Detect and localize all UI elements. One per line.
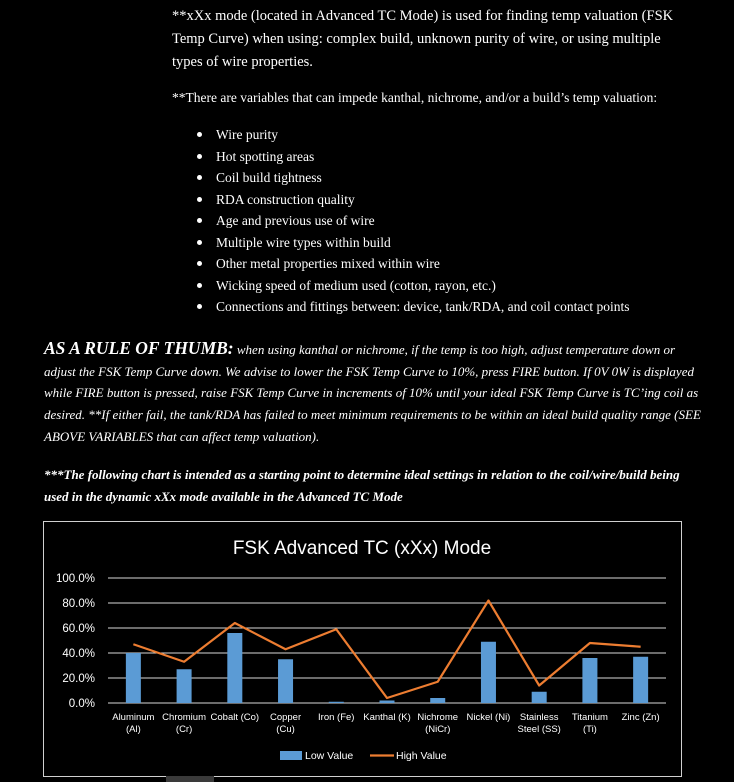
legend-label-high: High Value	[396, 750, 447, 762]
x-tick-label: Zinc (Zn)	[621, 712, 660, 723]
x-tick-label: (Ti)	[582, 724, 597, 735]
list-item: Hot spotting areas	[192, 146, 630, 168]
list-item: Connections and fittings between: device, tank/RDA, and coil contact points	[192, 296, 630, 318]
bar	[532, 692, 547, 703]
y-tick-label: 100.0%	[55, 573, 95, 585]
x-tick-label: (NiCr)	[425, 724, 451, 735]
list-item: RDA construction quality	[192, 189, 630, 211]
bar	[177, 669, 192, 703]
x-tick-label: Copper	[269, 712, 302, 723]
legend-label-low: Low Value	[305, 750, 354, 762]
x-tick-label: Kanthal (K)	[363, 712, 411, 723]
x-tick-label: (Al)	[125, 724, 141, 735]
intro-text	[172, 5, 692, 74]
rule-text: when using kanthal or nichrome, if the temp is too high, adjust temperature down or adjust the FSK Temp Curve down. We advise to lower the FSK Temp Curve to 10%, press FIRE button. If 0V 0W is displayed while FIRE button is pressed, raise FSK Temp Curve in increments of 10% until your ideal FSK Temp Curve is TC’ing coil as desired. **If either fail, the tank/RDA has failed to meet minimum requirements to be within an ideal build quality range (SEE ABOVE VARIABLES that can affect temp valuation).	[44, 342, 701, 444]
list-item: Age and previous use of wire	[192, 210, 630, 232]
rule-heading: AS A RULE OF THUMB:	[44, 338, 234, 358]
x-tick-label: Nichrome	[417, 712, 459, 723]
scrollbar-thumb[interactable]	[166, 776, 214, 782]
x-tick-label: Iron (Fe)	[318, 712, 355, 723]
variables-list	[192, 124, 630, 318]
x-tick-label: Stainless	[519, 712, 559, 723]
bar	[126, 653, 141, 703]
y-tick-label: 80.0%	[62, 598, 95, 610]
x-tick-label: Titanium	[571, 712, 608, 723]
y-tick-label: 0.0%	[68, 698, 95, 710]
bar	[380, 701, 395, 704]
list-item: Multiple wire types within build	[192, 232, 630, 254]
y-tick-label: 20.0%	[62, 673, 95, 685]
x-tick-label: (Cu)	[276, 724, 295, 735]
x-tick-label: Aluminum	[112, 712, 155, 723]
bar	[278, 659, 293, 703]
series-line	[133, 601, 640, 699]
x-tick-label: Chromium	[162, 712, 206, 723]
x-tick-label: Cobalt (Co)	[210, 712, 260, 723]
chart-title: FSK Advanced TC (xXx) Mode	[232, 538, 492, 559]
list-item: Wire purity	[192, 124, 630, 146]
chart-note: ***The following chart is intended as a starting point to determine ideal settings in relation to the coil/wire/build being used in the dynamic xXx mode available in the Advanced TC Mode	[44, 467, 680, 504]
y-tick-label: 40.0%	[62, 648, 95, 660]
bar	[633, 657, 648, 703]
list-item: Coil build tightness	[192, 167, 630, 189]
intro-paragraph: **xXx mode (located in Advanced TC Mode) is used for finding temp valuation (FSK Temp Curve) when using: complex build, unknown purity of wire, or using multiple types of wire properties.	[172, 8, 674, 70]
legend-swatch-low	[280, 751, 302, 760]
list-item: Wicking speed of medium used (cotton, rayon, etc.)	[192, 275, 630, 297]
bar	[227, 633, 242, 703]
rule-of-thumb	[44, 338, 704, 448]
x-tick-label: Steel (SS)	[517, 724, 561, 735]
bar	[481, 642, 496, 703]
chart-svg	[44, 522, 681, 776]
bar	[329, 702, 344, 703]
bar	[582, 658, 597, 703]
chart	[43, 521, 682, 777]
list-item: Other metal properties mixed within wire	[192, 253, 630, 275]
bar	[430, 698, 445, 703]
variables-intro: **There are variables that can impede kanthal, nichrome, and/or a build’s temp valuation:	[172, 90, 658, 105]
x-tick-label: (Cr)	[175, 724, 193, 735]
y-tick-label: 60.0%	[62, 623, 95, 635]
x-tick-label: Nickel (Ni)	[466, 712, 511, 723]
